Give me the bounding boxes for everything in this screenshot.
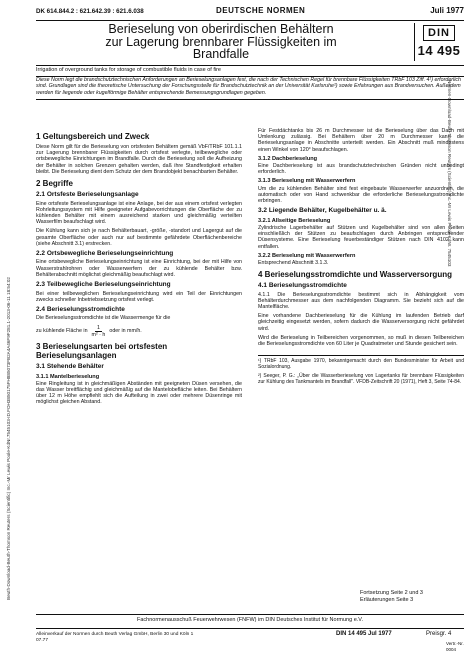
section-4-1-1-text: 4.1.1 Die Berieselungsstromdichte bestimmt sich in Abhängigkeit vom Behälterdurchmesser aus dem nachfolgenden Diagramm. Sie bezieht sich auf die Mantelfläche. xyxy=(258,291,464,311)
section-3-2-2-text: Entsprechend Abschnitt 3.1.3. xyxy=(258,259,329,266)
din-logo: DIN xyxy=(423,25,455,41)
unit-fraction xyxy=(92,325,106,338)
left-column xyxy=(36,128,242,409)
section-3-2-1-text: Zylindrische Lagerbehälter auf Stützen und Kugelbehälter sind von allen Seiten einschließlich der Stützen zu beaufschlagen durch Anbringen entsprechender Düsensysteme. Eine Berieselung feuerbeständiger Stützen nach DIN 4102 kann entfallen. xyxy=(258,224,464,250)
section-1-heading: 1 Geltungsbereich und Zweck xyxy=(36,132,150,141)
footnote-2: ²) Seeger, P. G.: „Über die Wasserberieselung von Lagertanks für brennbare Flüssigkeiten zur Kühlung des Tankmantels im Brandfall". VFDB-Zeitschrift 20 (1971), Heft 3, Seite 74-84. xyxy=(258,372,464,385)
continuation-note xyxy=(360,590,423,604)
section-3-1-1-heading: 3.1.1 Mantelberieselung xyxy=(36,373,100,380)
section-2-1-text-2: Die Kühlung kann sich je nach Behälterbauart, -größe, -standort und Lagergut auf die gesamte Oberfläche oder auch nur auf bestimmte gefährdete Oberflächenbereiche (siehe Abschnitt 3.1) erstrecken. xyxy=(36,228,242,247)
din-box xyxy=(414,23,463,61)
section-2-1-text: Eine ortsfeste Berieselungsanlage ist eine Anlage, bei der aus einem ortsfest verlegten Rohrleitungssystem mit Hilfe geeigneter Aufgabevorrichtungen die Oberfläche der zu kühlenden Behälter mit einem ausreichend starken und gleichmäßig verteilten Wasserfilm beaufschlagt wird. xyxy=(36,200,242,226)
document-topline xyxy=(36,6,464,18)
section-3-1-heading: 3.1 Stehende Behälter xyxy=(36,363,104,371)
title-line-2: zur Lagerung brennbarer Flüssigkeiten im xyxy=(105,34,337,49)
series-title: DEUTSCHE NORMEN xyxy=(216,6,306,15)
sales-note xyxy=(36,632,236,644)
section-4-1-1-text-2: Eine vorhandene Dachberieselung für die Kühlung im laufenden Betrieb darf gleichzeitig eingesetzt werden, sofern dadurch die Wasserversorgung nicht gefährdet wird. xyxy=(258,313,464,332)
fraction-numerator: 1 xyxy=(96,324,100,331)
section-3-1-3-text: Um die zu kühlenden Behälter sind fest eingebaute Wasserwerfer anzuordnen, die automatisch oder von Hand schwenkbar die erforderliche Berieselungsstromdichte erbringen. xyxy=(258,185,464,205)
section-3-1-1-continued: Für Festdächtanks bis 26 m Durchmesser ist die Berieselung über das Dach mit Umlenkung zulässig. Bei Behältern über 20 m Durchmesser kann die Berieselungsanlage in Abschnitte unterteilt werden. Ein Abschnitt muß mindestens einen Winkel von 120° beaufschlagen. xyxy=(258,128,464,153)
document-header xyxy=(36,20,464,66)
section-2-2-text: Eine ortsbewegliche Berieselungseinrichtung ist eine Einrichtung, bei der mit Hilfe von Wasserstrahlrohren oder Wasserwerfern der zu kühlende Behälter bzw. Behälterabschnitt möglichst gleichmäßig beaufschlagt wird. xyxy=(36,259,242,278)
unit-formula xyxy=(36,325,242,338)
section-3-heading: 3 Berieselungsarten bei ortsfesten Berieselungsanlagen xyxy=(36,342,168,361)
section-2-4-heading: 2.4 Berieselungsstromdichte xyxy=(36,305,125,313)
english-subtitle: Irrigation of overground tanks for storage of combustible fluids in case of fire xyxy=(36,67,464,77)
section-4-1-heading: 4.1 Berieselungsstromdichte xyxy=(258,282,347,290)
section-4-1-1-text-3: Wird die Berieselung in Teilbereichen vorgenommen, so muß in diesen Teilbereichen die Berieselungsstromdichte von 60 Liter je Quadratmeter und Stunde gesichert sein. xyxy=(258,334,464,348)
section-3-1-2-text: Eine Dachberieselung ist aus brandschutztechnischen Gründen nicht unbedingt erforderlich. xyxy=(258,163,464,176)
title-line-3: Brandfalle xyxy=(192,47,250,61)
section-3-1-1-text: Eine Ringleitung ist in gleichmäßigen Abständen mit geeigneten Düsen versehen, die das Wasser breitflächig und gleichmäßig auf die Mantelobefläche leiten. Bei Behältern über 12 m Höhe empfiehlt sich die Aufteilung in zwei oder mehrere Düsenringe mit möglichst gleichen Abstand. xyxy=(36,380,242,406)
title-line-1: Berieselung von oberirdischen Behältern xyxy=(108,22,334,36)
din-number: 14 495 xyxy=(417,43,461,58)
formula-prefix: zu kühlende Fläche in xyxy=(36,328,88,335)
dk-classification: DK 614.844.2 : 621.642.39 : 621.6.038 xyxy=(36,8,144,15)
section-2-3-text: Bei einer teilbeweglichen Berieselungseinrichtung wird ein Teil der Einrichtungen zwecks schneller Inbetriebsetzung ortsfest verlegt. xyxy=(36,290,242,303)
sales-note-date: 07.77 xyxy=(36,637,49,643)
continuation-line-1: Fortsetzung Seite 2 und 3 xyxy=(360,590,423,596)
issue-date: Juli 1977 xyxy=(430,6,464,15)
section-1-text: Diese Norm gilt für die Berieselung von ortsfesten Behältern gemäß VbF/TRbF 101.1.1 zur Lagerung brennbarer Flüssigkeiten durch ortsfest verlegte, teilbewegliche oder ortsbewegliche Einrichtungen im Brandfalle. Durch die Berieselung soll die Aufheizung der Behälter in solchen Grenzen gehalten werden, daß ihre Standfestigkeit erhalten bleibt. Die Berieselung dient dem Schutz der dem Brandobjekt benachbarten Behälter. xyxy=(36,144,242,175)
sales-note-line: Alleinverkauf der Normen durch Beuth Verlag GmbH, Berlin 30 und Köln 1 xyxy=(36,632,194,637)
section-2-3-heading: 2.3 Teilbewegliche Berieselungseinrichtung xyxy=(36,281,171,289)
price-group: Preisgr. 4 xyxy=(426,631,452,637)
section-3-1-2-heading: 3.1.2 Dachberieselung xyxy=(258,155,318,162)
download-watermark-right: Normen-Download-Beuth-Thomson Reuters (Scientific) Inc.-Mr Lewis Poole-KdNr. 7545103 xyxy=(447,80,452,267)
continuation-line-2: Erläuterungen Seite 3 xyxy=(360,597,414,603)
din-code-footer: DIN 14 495 Jul 1977 xyxy=(336,631,392,637)
section-2-2-heading: 2.2 Ortsbewegliche Berieselungseinrichtung xyxy=(36,249,174,257)
distribution-number: Vertr.-Nr. 0004 xyxy=(446,641,464,652)
section-3-2-2-heading: 3.2.2 Berieselung mit Wasserwerfern xyxy=(258,252,356,259)
document-footer xyxy=(36,628,464,653)
committee-line: Fachnormenausschuß Feuerwehrwesen (FNFW) im DIN Deutsches Institut für Normung e.V. xyxy=(36,614,464,625)
footnote-1: ¹) TRbF 103, Ausgabe 1970, bekanntgemacht durch den Bundesminister für Arbeit und Sozialordnung. xyxy=(258,358,464,371)
footnotes xyxy=(258,355,464,385)
section-2-4-text: Die Berieselungsstromdichte ist die Wassermenge für die xyxy=(36,315,171,322)
section-2-heading: 2 Begriffe xyxy=(36,179,73,189)
download-watermark-left: Beuth-Download-Beuth-Thomson Reuters (Scientific) Inc.-Mr Lewis Poole-KdNr.7545103-ID.FOH3850175FH885073FB2A4A46F9F281.1-2013-06-11 18:54:02 xyxy=(6,277,11,600)
formula-suffix: oder in mm/h. xyxy=(109,328,142,335)
intro-paragraph: Diese Norm legt die brandschutztechnischen Anforderungen an Berieselungsanlagen fest, die nach der Technischen Regel für brennbare Flüssigkeiten TRbF 103 Ziff. 4¹) erforderlich sind. Grundlagen sind die theoretische Untersuchung der Forschungsstelle für Brandschutztechnik an der Universität Karlsruhe²) sowie Erfahrungen aus Brandversuchen. Außerdem werden für liegende oder kugelförmige Behälter entsprechende Bemessungsgrundlagen gegeben. xyxy=(36,77,464,100)
right-column xyxy=(258,128,464,388)
section-3-2-heading: 3.2 Liegende Behälter, Kugelbehälter u. ä. xyxy=(258,207,387,215)
section-3-2-1-heading: 3.2.1 Allseitige Berieselung xyxy=(258,217,331,224)
fraction-denominator: m² · h xyxy=(91,331,106,338)
section-2-1-heading: 2.1 Ortsfeste Berieselungsanlage xyxy=(36,191,139,199)
document-title xyxy=(36,23,406,61)
section-4-heading: 4 Berieselungsstromdichte und Wasserversorgung xyxy=(258,270,452,280)
section-3-1-3-heading: 3.1.3 Berieselung mit Wasserwerfern xyxy=(258,178,356,185)
